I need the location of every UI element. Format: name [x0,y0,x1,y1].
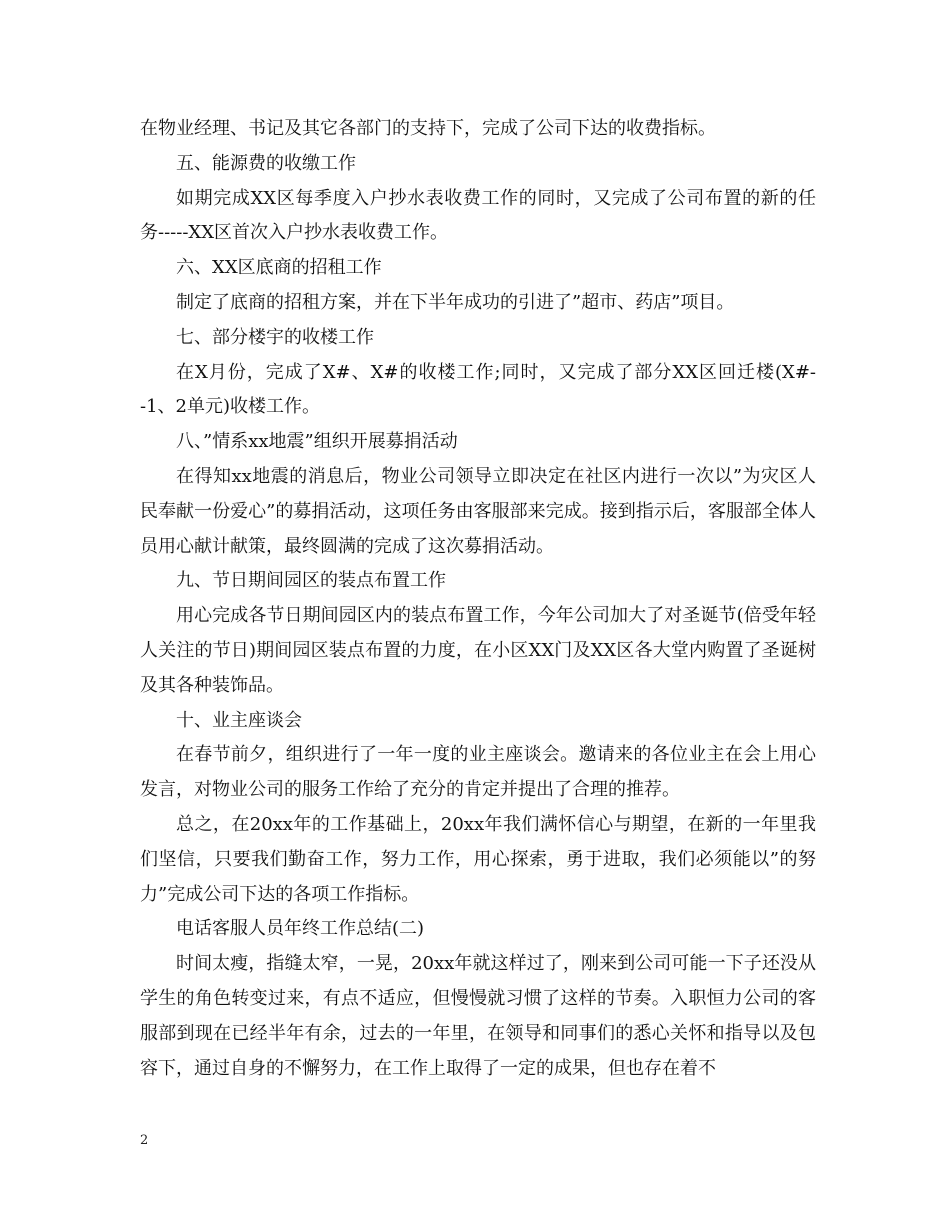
paragraph: 总之，在20xx年的工作基础上，20xx年我们满怀信心与期望，在新的一年里我们坚信，只要我们勤奋工作，努力工作，用心探索，勇于进取，我们必须能以”的努力”完成公司下达的各项工作指标。 [140,813,816,905]
section-heading: 五、能源费的收缴工作 [176,152,356,174]
document-body [140,112,816,1086]
paragraph: 在X月份，完成了X#、X#的收楼工作;同时，又完成了部分XX区回迁楼(X#--1、2单元)收楼工作。 [140,361,816,418]
paragraph: 时间太瘦，指缝太窄，一晃，20xx年就这样过了，刚来到公司可能一下子还没从学生的角色转变过来，有点不适应，但慢慢就习惯了这样的节奏。入职恒力公司的客服部到现在已经半年有余，过去的一年里，在领导和同事们的悉心关怀和指导以及包容下，通过自身的不懈努力，在工作上取得了一定的成果，但也存在着不 [140,953,816,1079]
page-number: 2 [140,1133,149,1148]
paragraph: 在物业经理、书记及其它各部门的支持下，完成了公司下达的收费指标。 [140,118,716,139]
section-heading: 八、”情系xx地震”组织开展募捐活动 [176,431,458,453]
section-heading: 七、部分楼宇的收楼工作 [176,326,374,348]
document-subtitle: 电话客服人员年终工作总结(二) [176,918,425,940]
section-heading: 十、业主座谈会 [176,709,302,731]
paragraph: 制定了底商的招租方案，并在下半年成功的引进了”超市、药店”项目。 [176,291,735,313]
section-heading: 六、XX区底商的招租工作 [176,257,382,279]
paragraph: 在春节前夕，组织进行了一年一度的业主座谈会。邀请来的各位业主在会上用心发言，对物业公司的服务工作给了充分的肯定并提出了合理的推荐。 [140,744,816,801]
section-heading: 九、节日期间园区的装点布置工作 [176,570,446,592]
paragraph: 在得知xx地震的消息后，物业公司领导立即决定在社区内进行一次以”为灾区人民奉献一份爱心”的募捐活动，这项任务由客服部来完成。接到指示后，客服部全体人员用心献计献策，最终圆满的完成了这次募捐活动。 [140,465,816,557]
paragraph: 用心完成各节日期间园区内的装点布置工作，今年公司加大了对圣诞节(倍受年轻人关注的节日)期间园区装点布置的力度，在小区XX门及XX区各大堂内购置了圣诞树及其各种装饰品。 [140,605,816,696]
paragraph: 如期完成XX区每季度入户抄水表收费工作的同时，又完成了公司布置的新的任务-----XX区首次入户抄水表收费工作。 [140,187,816,244]
